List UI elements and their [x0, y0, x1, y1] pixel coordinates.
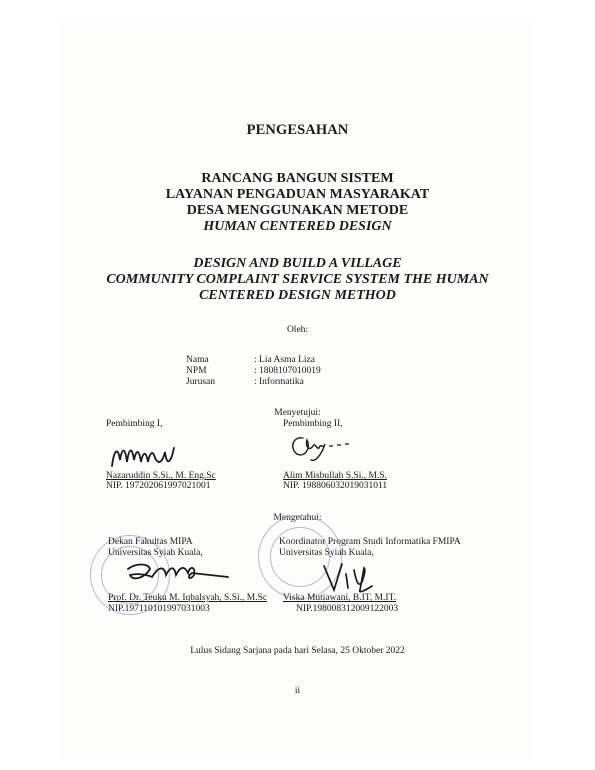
- pembimbing2-nip: NIP. 198806032019031011: [283, 481, 388, 491]
- title-id-line-4: HUMAN CENTERED DESIGN: [203, 219, 392, 234]
- signature-pembimbing2: [285, 430, 365, 466]
- menyetujui-label: Menyetujui:: [274, 408, 321, 418]
- nama-value: : Lia Asma Liza: [254, 355, 315, 365]
- npm-value: : 1808107010019: [254, 366, 321, 376]
- npm-label: NPM: [186, 366, 207, 376]
- pembimbing2-role: Pembimbing II,: [283, 419, 343, 429]
- koordinator-nip: NIP.198008312009122003: [296, 604, 399, 614]
- oleh-label: Oleh:: [286, 325, 309, 335]
- nama-row: [186, 355, 315, 366]
- page-number: ii: [294, 686, 301, 696]
- jurusan-value: : Informatika: [254, 377, 304, 387]
- nama-label: Nama: [186, 355, 209, 365]
- title-id-line-2: LAYANAN PENGADUAN MASYARAKAT: [165, 187, 430, 202]
- npm-row: [186, 366, 321, 377]
- signature-dekan: [118, 555, 238, 591]
- title-en-line-1: DESIGN AND BUILD A VILLAGE: [193, 256, 402, 271]
- mengetahui-label: Mengetahui:: [273, 513, 322, 523]
- koordinator-role-line-1: Koordinator Program Studi Informatika FMIPA: [279, 537, 461, 547]
- pembimbing1-role: Pembimbing I,: [106, 419, 163, 429]
- signature-pembimbing1: [108, 440, 188, 472]
- dekan-role-line-1: Dekan Fakultas MIPA: [108, 537, 193, 547]
- jurusan-row: [186, 377, 304, 388]
- dekan-nip: NIP.197110101997031003: [108, 604, 210, 614]
- page-heading: PENGESAHAN: [246, 122, 349, 138]
- title-id-line-1: RANCANG BANGUN SISTEM: [201, 171, 394, 186]
- dekan-role-line-2: Universitas Syiah Kuala,: [108, 548, 203, 558]
- title-en-line-3: CENTERED DESIGN METHOD: [199, 288, 396, 303]
- pembimbing1-nip: NIP. 197202061997021001: [106, 481, 211, 491]
- koordinator-role-line-2: Universitas Syiah Kuala,: [279, 548, 374, 558]
- title-en-line-2: COMMUNITY COMPLAINT SERVICE SYSTEM THE HUMAN: [106, 272, 489, 287]
- pembimbing1-name: Nazaruddin S.Si., M. Eng.Sc: [106, 471, 216, 481]
- title-id-line-3: DESA MENGGUNAKAN METODE: [186, 203, 409, 218]
- jurusan-label: Jurusan: [186, 377, 216, 387]
- graduation-date: Lulus Sidang Sarjana pada hari Selasa, 25 Oktober 2022: [190, 646, 405, 656]
- pembimbing2-name: Alim Misbullah S.Si., M.S.: [283, 471, 387, 481]
- koordinator-name: Viska Mutiawani, B.IT, M.IT.: [283, 593, 397, 603]
- dekan-name: Prof. Dr. Teuku M. Iqbalsyah, S.Si., M.Sc: [108, 593, 268, 603]
- signature-koordinator: [320, 560, 380, 596]
